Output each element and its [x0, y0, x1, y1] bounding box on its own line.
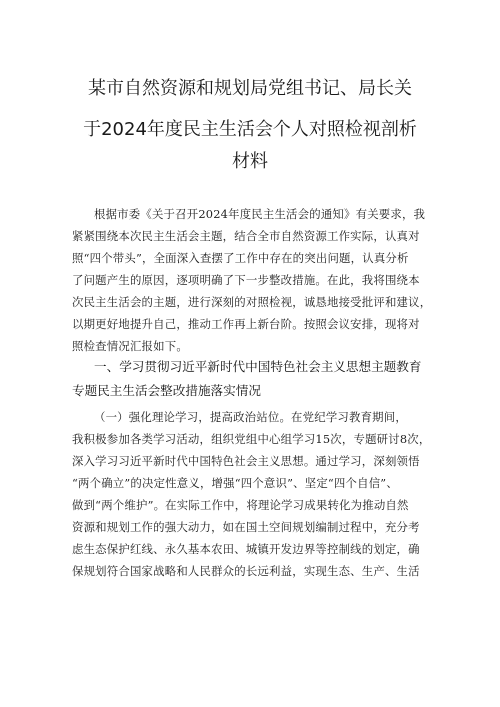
section-1-body-line-7: 虑生态保护红线、永久基本农田、城镇开发边界等控制线的划定，确	[72, 542, 420, 556]
section-1-body-line-4: “两个确立”的决定性意义，增强“四个意识”、坚定“四个自信”、	[72, 476, 398, 490]
section-1-body-line-2: 我积极参加各类学习活动，组织党组中心组学习15次，专题研讨8次，	[72, 432, 431, 446]
section-1-heading-line-1: 一、学习贯彻习近平新时代中国特色社会主义思想主题教育	[94, 359, 422, 374]
section-1-body-line-5: 做到“两个维护”。在实际工作中，将理论学习成果转化为推动自然	[72, 498, 409, 512]
intro-line-3: 照“四个带头”，全面深入查摆了工作中存在的突出问题，认真分析	[72, 251, 409, 265]
intro-line-5: 次民主生活会的主题，进行深刻的对照检视，诚恳地接受批评和建议，	[72, 295, 432, 309]
intro-line-6: 以期更好地提升自己，推动工作再上新台阶。按照会议安排，现将对	[72, 317, 420, 331]
intro-line-4: 了问题产生的原因，逐项明确了下一步整改措施。在此，我将围绕本	[72, 273, 420, 287]
document-title-line-3: 材料	[232, 151, 268, 172]
document-title-line-2: 于2024年度民主生活会个人对照检视剖析	[83, 119, 417, 140]
document-title-line-1: 某市自然资源和规划局党组书记、局长关	[88, 78, 412, 99]
intro-line-2: 紧紧围绕本次民主生活会主题，结合全市自然资源工作实际，认真对	[72, 229, 420, 243]
section-1-body-line-1: （一）强化理论学习，提高政治站位。在党纪学习教育期间，	[94, 410, 407, 424]
section-1-body-line-3: 深入学习习近平新时代中国特色社会主义思想。通过学习，深刻领悟	[72, 454, 420, 468]
section-1-heading-line-2: 专题民主生活会整改措施落实情况	[72, 383, 261, 398]
intro-line-1: 根据市委《关于召开2024年度民主生活会的通知》有关要求，我	[94, 207, 426, 221]
section-1-body-line-6: 资源和规划工作的强大动力，如在国土空间规划编制过程中，充分考	[72, 520, 420, 534]
intro-line-7: 照检查情况汇报如下。	[72, 339, 188, 353]
section-1-body-line-8: 保规划符合国家战略和人民群众的长远利益，实现生态、生产、生活	[72, 564, 420, 578]
